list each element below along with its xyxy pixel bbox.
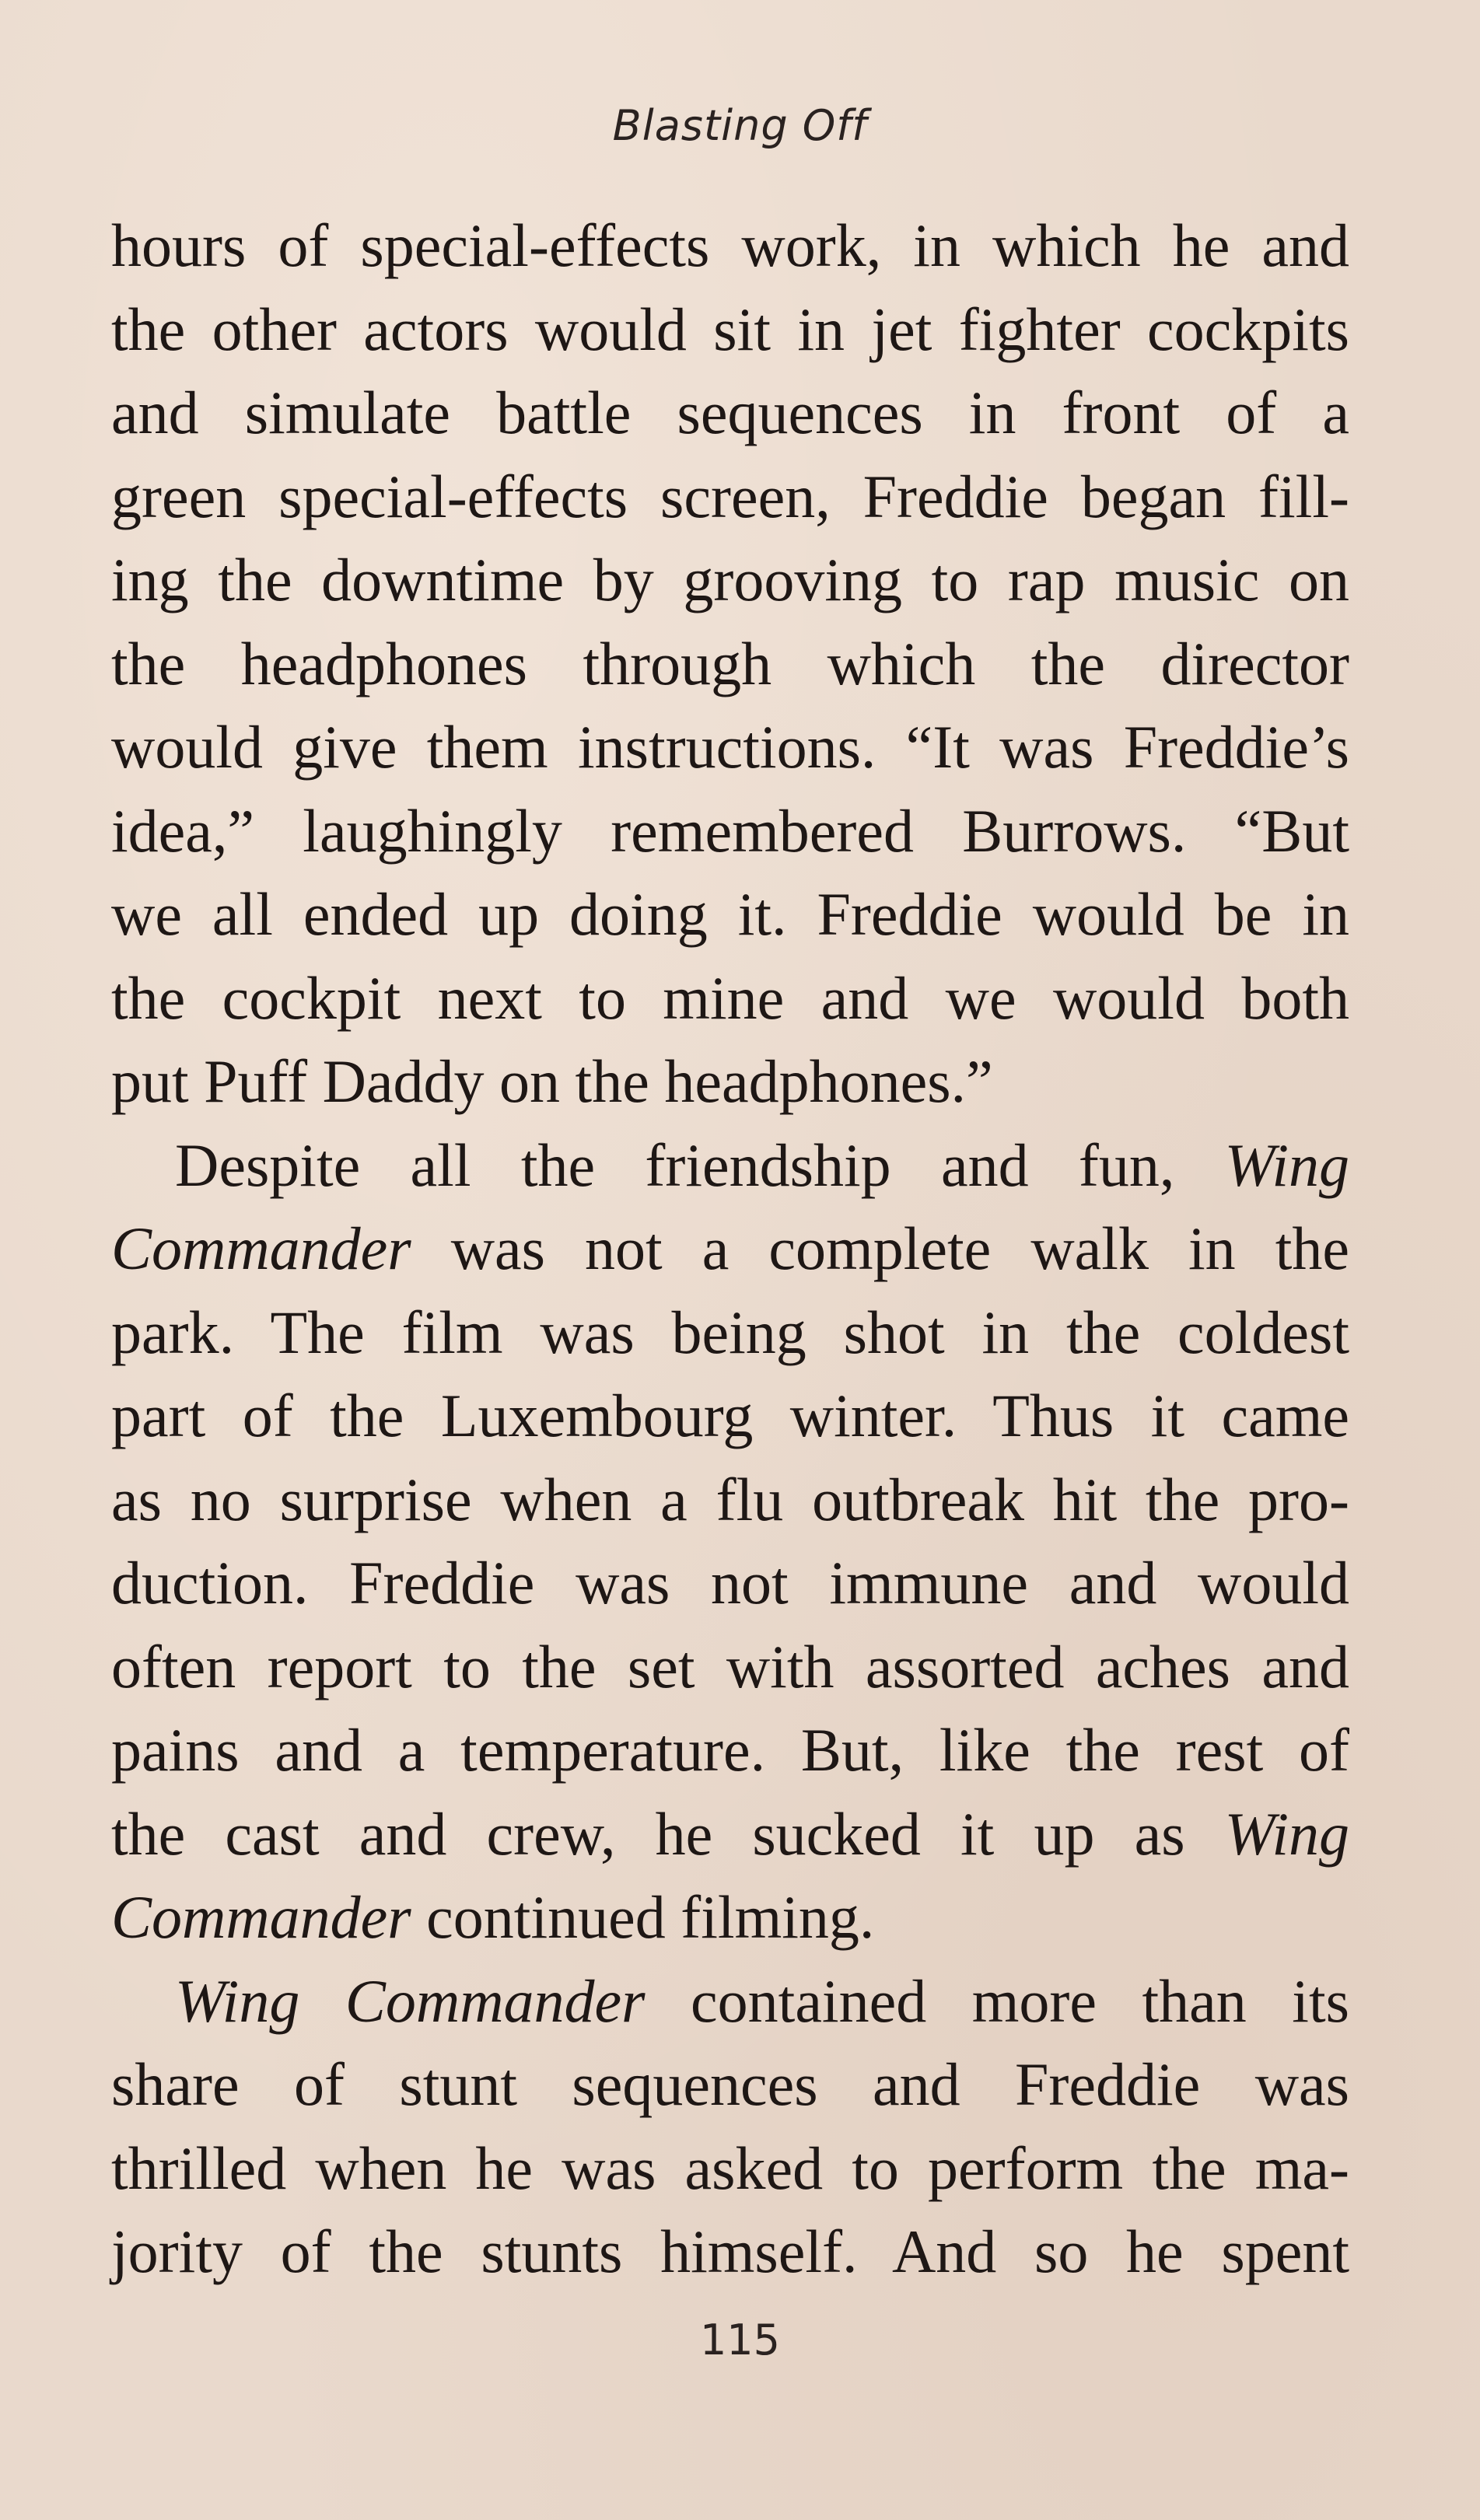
text-line: thrilled when he was asked to perform the ma- bbox=[111, 2134, 1349, 2202]
text-line: as no surprise when a flu outbreak hit the pro- bbox=[111, 1465, 1349, 1533]
text-line: Despite all the friendship and fun, Wing bbox=[175, 1131, 1349, 1199]
text-line: ing the downtime by grooving to rap music on bbox=[111, 546, 1349, 613]
text-line: part of the Luxembourg winter. Thus it came bbox=[111, 1382, 1349, 1449]
text-line: we all ended up doing it. Freddie would be in bbox=[111, 880, 1349, 948]
text-line: share of stunt sequences and Freddie was bbox=[111, 2050, 1349, 2118]
text-line: put Puff Daddy on the headphones.” bbox=[111, 1047, 993, 1115]
text-line: Commander continued filming. bbox=[111, 1883, 875, 1951]
text-line: duction. Freddie was not immune and would bbox=[111, 1549, 1349, 1617]
text-line: Commander was not a complete walk in the bbox=[111, 1215, 1349, 1282]
text-line: hours of special-effects work, in which he and bbox=[111, 211, 1349, 279]
text-line: would give them instructions. “It was Freddie’s bbox=[111, 713, 1349, 781]
text-line: jority of the stunts himself. And so he spent bbox=[111, 2218, 1349, 2285]
text-line: the cockpit next to mine and we would both bbox=[111, 963, 1349, 1032]
text-line: park. The film was being shot in the coldest bbox=[111, 1298, 1349, 1366]
text-line: green special-effects screen, Freddie began fill- bbox=[111, 462, 1349, 530]
page-number: 115 bbox=[699, 2316, 781, 2364]
text-line: idea,” laughingly remembered Burrows. “But bbox=[111, 796, 1349, 865]
body-text bbox=[111, 204, 1349, 2294]
text-line: and simulate battle sequences in front of a bbox=[111, 379, 1349, 446]
running-head: Blasting Off bbox=[612, 101, 868, 150]
text-line: pains and a temperature. But, like the rest of bbox=[111, 1716, 1349, 1784]
text-line: the other actors would sit in jet fighter cockpits bbox=[111, 295, 1349, 363]
text-line: the headphones through which the director bbox=[111, 629, 1349, 697]
text-line: the cast and crew, he sucked it up as Wing bbox=[111, 1799, 1349, 1868]
text-line: often report to the set with assorted aches and bbox=[111, 1632, 1349, 1700]
text-line: Wing Commander contained more than its bbox=[175, 1966, 1349, 2035]
